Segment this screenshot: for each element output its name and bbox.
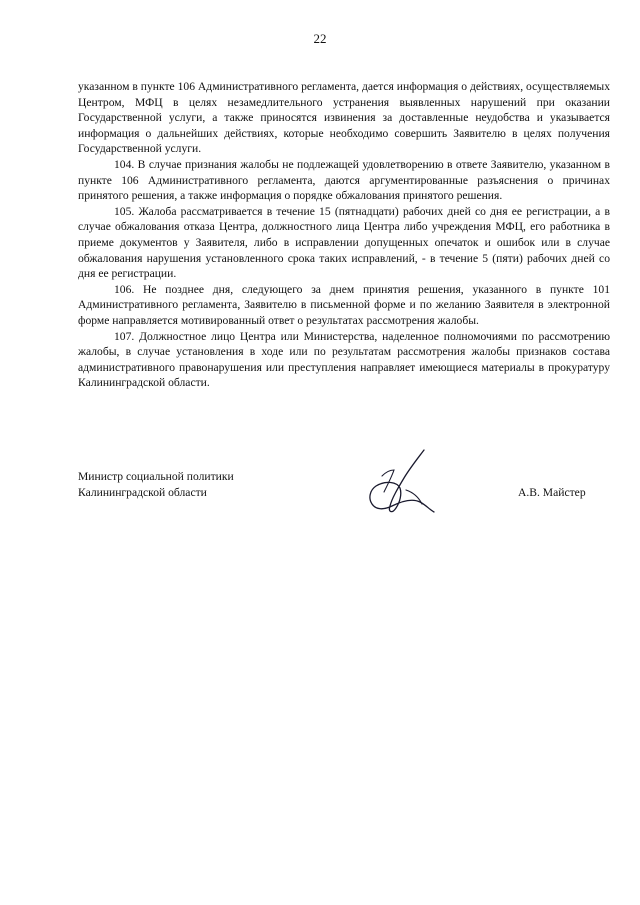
signatory-position-line2: Калининградской области <box>78 485 207 499</box>
paragraph-107: 107. Должностное лицо Центра или Министерства, наделенное полномочиями по рассмотрению жалобы, в случае установления в ходе или по результатам рассмотрения жалобы признаков состава административного правонарушения или преступления направляет имеющиеся материалы в прокуратуру Калининградской области. <box>78 329 610 390</box>
paragraph-105: 105. Жалоба рассматривается в течение 15 (пятнадцати) рабочих дней со дня ее регистрации, а в случае обжалования отказа Центра, должностного лица Центра либо учреждения МФЦ, его работника в приеме документов у Заявителя, либо в исправлении допущенных опечаток и ошибок или в случае обжалования нарушения установленного срока таких исправлений, - в течение 5 (пяти) рабочих дней со дня ее регистрации. <box>78 204 610 281</box>
handwritten-signature <box>362 446 440 522</box>
document-body <box>78 79 610 391</box>
paragraph-106: 106. Не позднее дня, следующего за днем принятия решения, указанного в пункте 101 Административного регламента, Заявителю в письменной форме и по желанию Заявителя в электронной форме направляется мотивированный ответ о результатах рассмотрения жалобы. <box>78 282 610 327</box>
signatory-position-line1: Министр социальной политики <box>78 470 234 483</box>
paragraph-104: 104. В случае признания жалобы не подлежащей удовлетворению в ответе Заявителю, указанном в пункте 106 Административного регламента, даются аргументированные разъяснения о причинах принятого решения, а также информация о порядке обжалования принятого решения. <box>78 157 610 203</box>
signatory-position <box>78 469 234 500</box>
page-number: 22 <box>313 31 327 46</box>
signatory-name: А.В. Майстер <box>518 486 586 499</box>
paragraph-continuation: указанном в пункте 106 Административного регламента, дается информация о действиях, осуществляемых Центром, МФЦ в целях незамедлительного устранения выявленных нарушений при оказании Государственной услуги, а также приносятся извинения за доставленные неудобства и указывается информация о дальнейших действиях, которые необходимо совершить Заявителю в целях получения Государственной услуги. <box>78 80 610 156</box>
